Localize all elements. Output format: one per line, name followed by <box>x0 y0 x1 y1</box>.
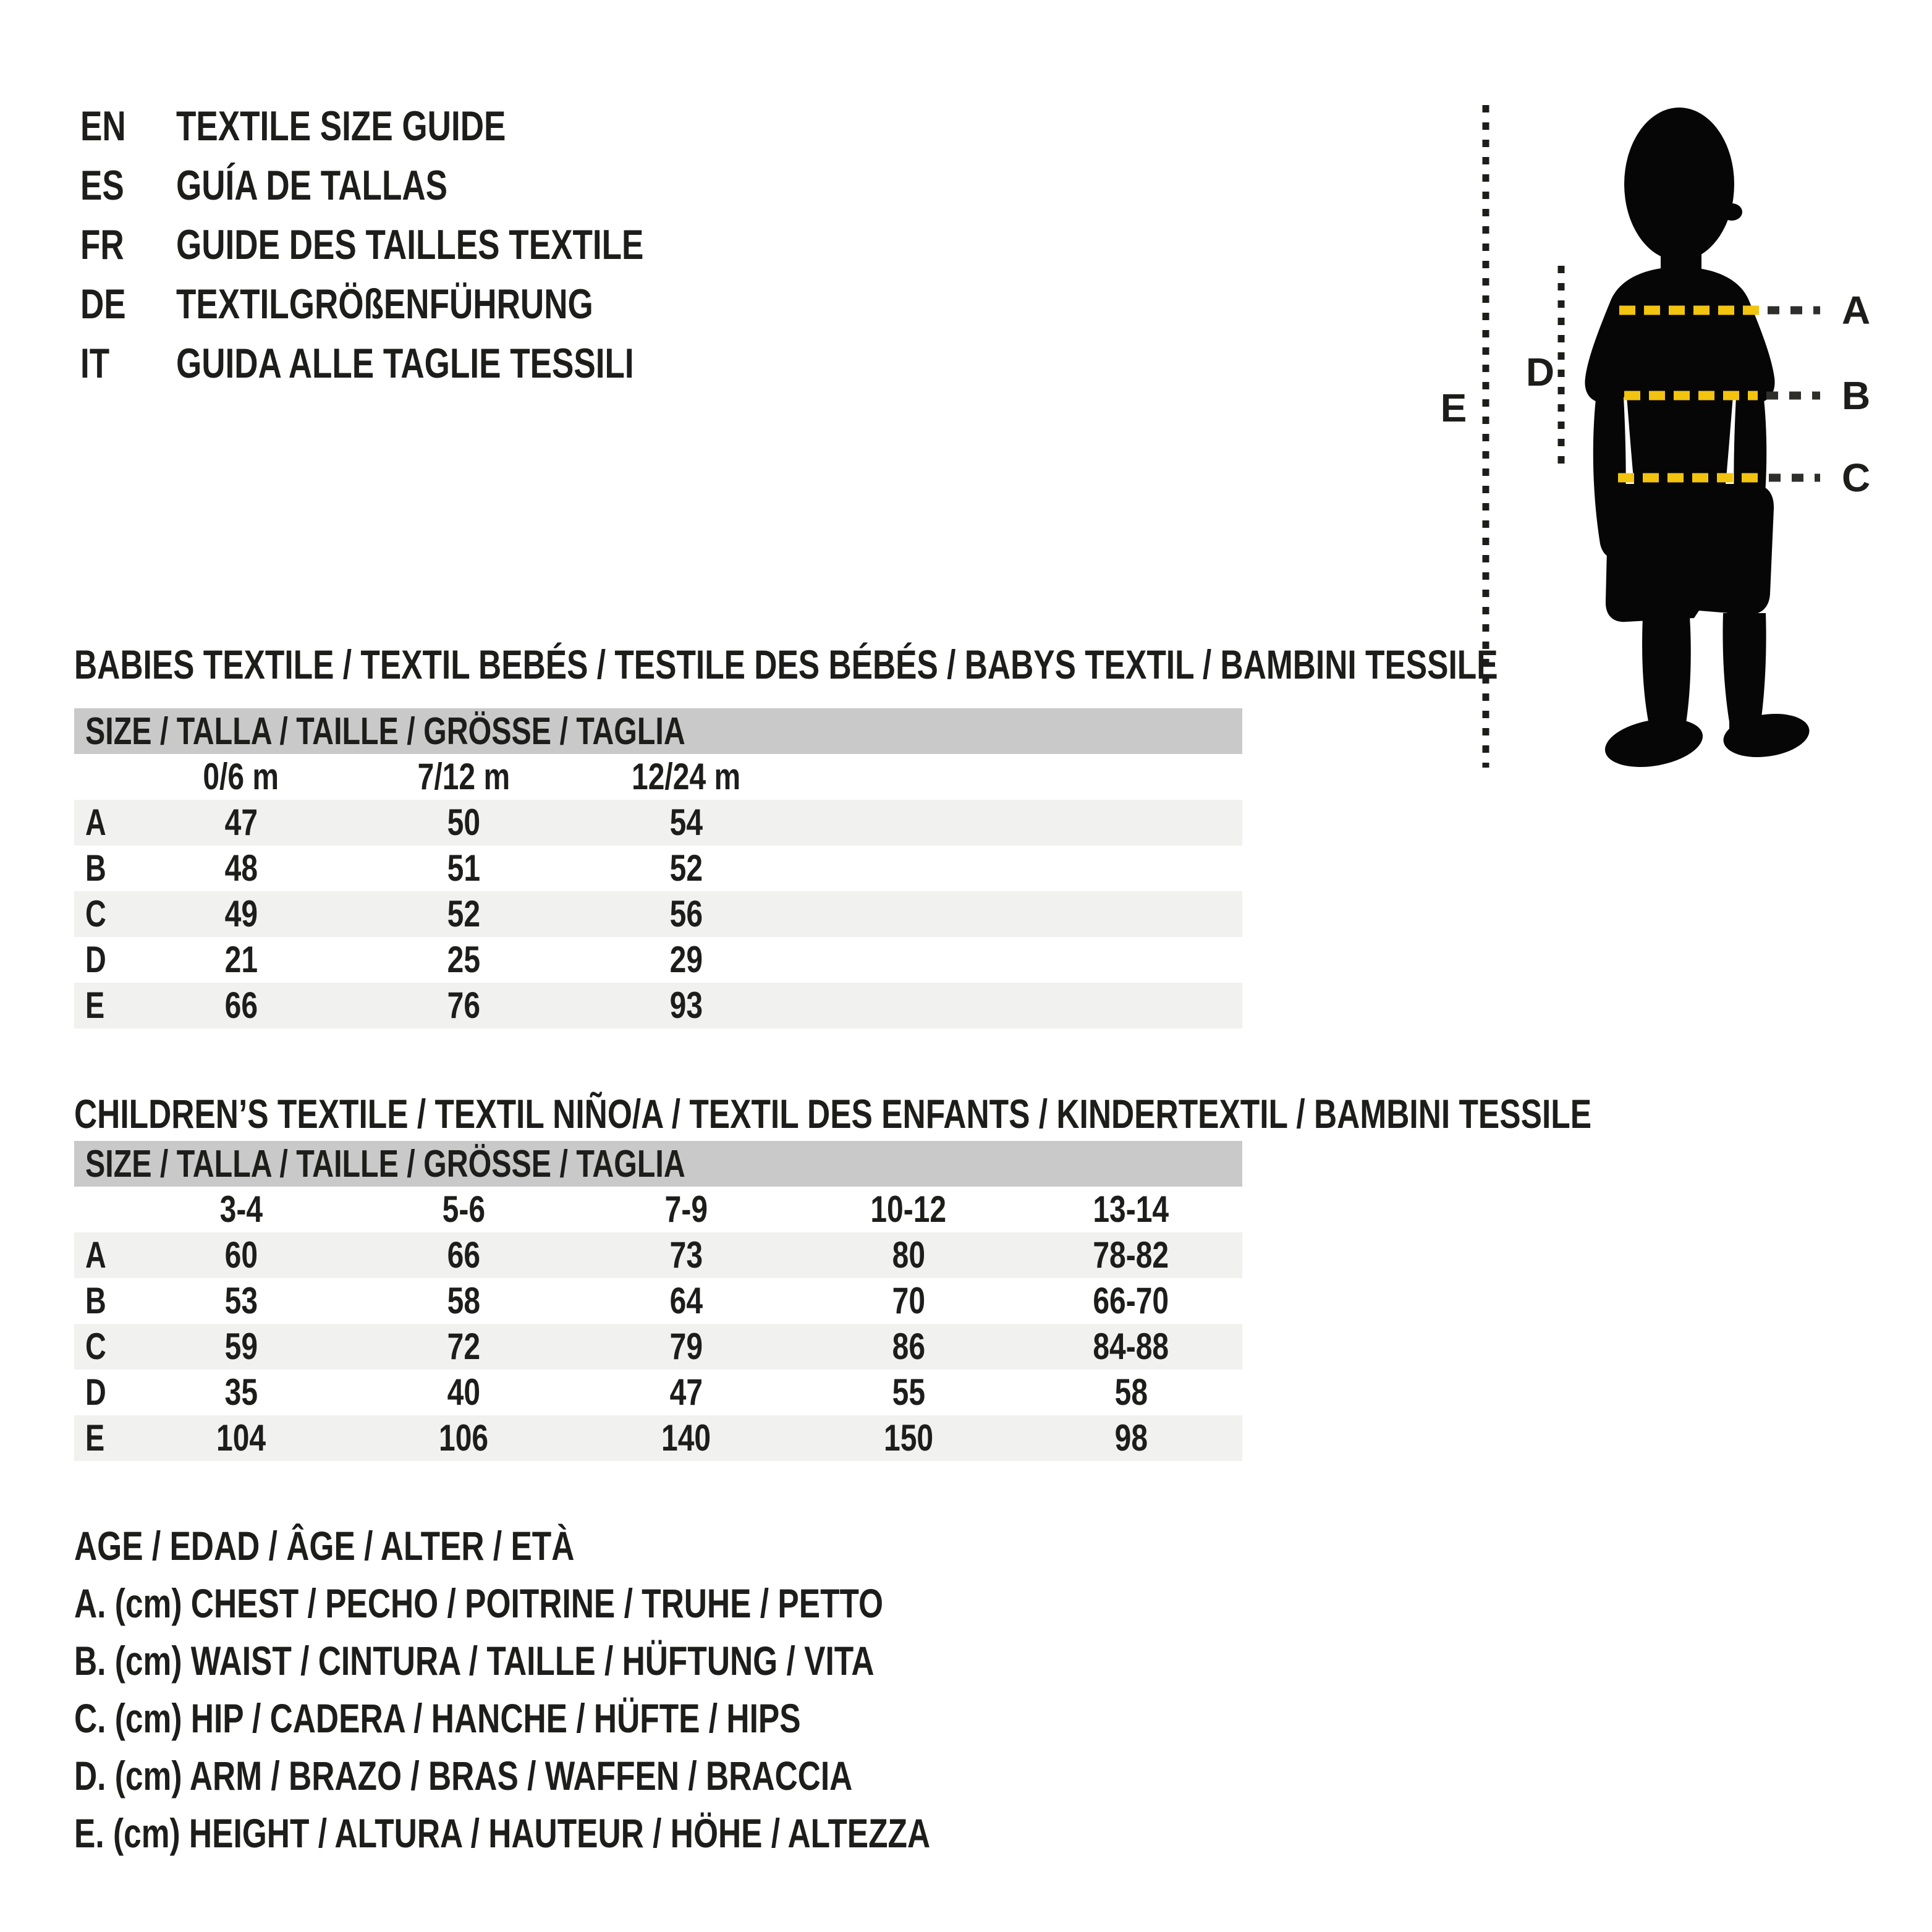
lang-row-es <box>80 156 776 215</box>
value-cell: 66 <box>224 985 258 1026</box>
value-cell: 59 <box>224 1326 258 1367</box>
value-cell: 72 <box>447 1326 480 1367</box>
waist-label: B <box>1842 373 1871 418</box>
column-header: 13-14 <box>1093 1188 1169 1230</box>
value-cell: 52 <box>669 847 703 889</box>
legend-waist-line: B. (cm) WAIST / CINTURA / TAILLE / HÜFTUNG / VITA <box>74 1638 875 1684</box>
column-header: 0/6 m <box>203 756 279 797</box>
table-row <box>74 1324 1242 1370</box>
value-cell: 78-82 <box>1093 1234 1169 1276</box>
silhouette-left-shoe <box>1601 712 1706 774</box>
children-column-header-row <box>74 1187 1242 1232</box>
value-cell: 50 <box>447 802 480 843</box>
silhouette-shorts <box>1606 484 1774 622</box>
row-label: D <box>85 1371 106 1413</box>
column-header: 5-6 <box>442 1188 485 1230</box>
value-cell: 55 <box>892 1371 925 1413</box>
legend-chest-line: A. (cm) CHEST / PECHO / POITRINE / TRUHE / PETTO <box>74 1580 884 1626</box>
babies-size-header-bar: SIZE / TALLA / TAILLE / GRÖSSE / TAGLIA <box>74 708 1242 754</box>
table-row <box>74 845 1242 891</box>
value-cell: 93 <box>669 985 703 1026</box>
value-cell: 150 <box>883 1417 934 1459</box>
lang-row-en <box>80 96 776 156</box>
lang-code: FR <box>80 221 124 268</box>
value-cell: 98 <box>1114 1417 1148 1459</box>
babies-size-table <box>74 708 1242 1028</box>
table-row <box>74 937 1242 983</box>
value-cell: 79 <box>669 1326 703 1367</box>
value-cell: 54 <box>669 802 703 843</box>
column-header: 12/24 m <box>631 756 741 797</box>
value-cell: 58 <box>1114 1371 1148 1413</box>
lang-row-it <box>80 334 776 393</box>
legend-height-line: E. (cm) HEIGHT / ALTURA / HAUTEUR / HÖHE / ALTEZZA <box>74 1810 931 1856</box>
lang-code: DE <box>80 281 126 328</box>
row-label: B <box>85 1280 106 1321</box>
column-header: 3-4 <box>219 1188 263 1230</box>
value-cell: 53 <box>224 1280 258 1321</box>
silhouette-head <box>1624 108 1734 261</box>
value-cell: 40 <box>447 1371 480 1413</box>
table-row <box>74 1232 1242 1278</box>
value-cell: 104 <box>216 1417 266 1459</box>
children-size-table <box>74 1141 1242 1461</box>
column-header: 10-12 <box>870 1188 947 1230</box>
value-cell: 35 <box>224 1371 258 1413</box>
row-label: C <box>85 893 106 934</box>
arm-label: D <box>1525 350 1555 394</box>
babies-column-header-row <box>74 754 1242 800</box>
guide-title: TEXTILGRÖßENFÜHRUNG <box>176 281 593 328</box>
value-cell: 56 <box>669 893 703 934</box>
value-cell: 52 <box>447 893 480 934</box>
row-label: A <box>85 802 106 843</box>
value-cell: 76 <box>447 985 480 1026</box>
children-section-title: CHILDREN’S TEXTILE / TEXTIL NIÑO/A / TEXTIL DES ENFANTS / KINDERTEXTIL / BAMBINI TESSILE <box>74 1091 1592 1137</box>
guide-title: GUÍA DE TALLAS <box>176 162 448 209</box>
value-cell: 47 <box>224 802 258 843</box>
language-title-list <box>80 96 776 393</box>
height-label: E <box>1440 386 1467 430</box>
row-label: E <box>85 1417 105 1459</box>
chest-label: A <box>1842 288 1871 333</box>
value-cell: 51 <box>447 847 480 889</box>
row-label: C <box>85 1326 106 1367</box>
value-cell: 60 <box>224 1234 258 1276</box>
column-header: 7-9 <box>664 1188 708 1230</box>
value-cell: 29 <box>669 939 703 980</box>
lang-row-fr <box>80 215 776 274</box>
value-cell: 58 <box>447 1280 480 1321</box>
table-row <box>74 891 1242 937</box>
row-label: E <box>85 985 105 1026</box>
value-cell: 84-88 <box>1093 1326 1169 1367</box>
value-cell: 80 <box>892 1234 925 1276</box>
babies-section-title: BABIES TEXTILE / TEXTIL BEBÉS / TESTILE DES BÉBÉS / BABYS TEXTIL / BAMBINI TESSILE <box>74 642 1498 687</box>
value-cell: 21 <box>224 939 258 980</box>
table-row <box>74 1415 1242 1461</box>
lang-row-de <box>80 274 776 334</box>
row-label: D <box>85 939 106 980</box>
silhouette-nose <box>1721 203 1742 221</box>
value-cell: 66 <box>447 1234 480 1276</box>
children-size-header-bar: SIZE / TALLA / TAILLE / GRÖSSE / TAGLIA <box>74 1141 1242 1187</box>
value-cell: 64 <box>669 1280 703 1321</box>
value-cell: 73 <box>669 1234 703 1276</box>
lang-code: ES <box>80 162 124 209</box>
table-row <box>74 800 1242 845</box>
row-label: A <box>85 1234 106 1276</box>
measurement-legend <box>74 1517 1172 1862</box>
guide-title: GUIDE DES TAILLES TEXTILE <box>176 221 644 268</box>
legend-age-line: AGE / EDAD / ÂGE / ALTER / ETÀ <box>74 1523 575 1569</box>
row-label: B <box>85 847 106 889</box>
table-row <box>74 1278 1242 1324</box>
value-cell: 48 <box>224 847 258 889</box>
guide-title: TEXTILE SIZE GUIDE <box>176 103 506 150</box>
legend-arm-line: D. (cm) ARM / BRAZO / BRAS / WAFFEN / BRACCIA <box>74 1753 853 1799</box>
table-row <box>74 1370 1242 1415</box>
guide-title: GUIDA ALLE TAGLIE TESSILI <box>176 340 634 387</box>
table-row <box>74 983 1242 1028</box>
value-cell: 47 <box>669 1371 703 1413</box>
lang-code: EN <box>80 103 126 150</box>
value-cell: 106 <box>438 1417 489 1459</box>
value-cell: 66-70 <box>1093 1280 1169 1321</box>
value-cell: 140 <box>661 1417 711 1459</box>
value-cell: 70 <box>892 1280 925 1321</box>
value-cell: 49 <box>224 893 258 934</box>
value-cell: 86 <box>892 1326 925 1367</box>
column-header: 7/12 m <box>417 756 510 797</box>
legend-hip-line: C. (cm) HIP / CADERA / HANCHE / HÜFTE / HIPS <box>74 1695 801 1741</box>
value-cell: 25 <box>447 939 480 980</box>
hip-label: C <box>1842 455 1871 500</box>
lang-code: IT <box>80 340 110 387</box>
